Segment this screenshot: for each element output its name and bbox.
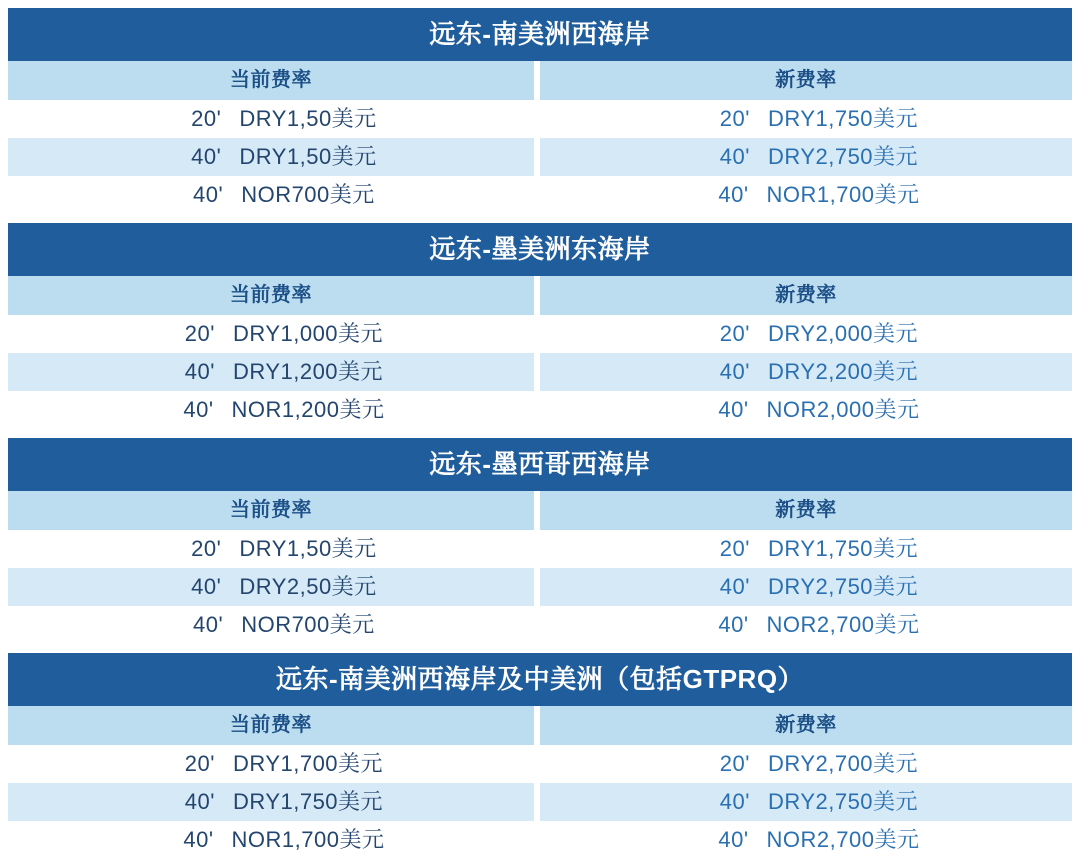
- container-size: 20': [719, 536, 750, 561]
- container-size: 40': [719, 144, 750, 169]
- rate-value: DRY2,000美元: [767, 321, 919, 346]
- rate-value: NOR2,700美元: [766, 612, 920, 637]
- section-title: 远东-南美洲西海岸: [8, 8, 1072, 61]
- current-rate-column: [8, 276, 540, 429]
- current-rate-column: [8, 706, 540, 859]
- new-rate-column: [540, 706, 1072, 859]
- rate-value: NOR1,700美元: [766, 182, 920, 207]
- table-row: [540, 353, 1072, 391]
- rate-value: DRY2,750美元: [767, 789, 919, 814]
- rate-value: NOR1,200美元: [231, 397, 385, 422]
- current-rate-column: [8, 491, 540, 644]
- rate-value: NOR2,700美元: [766, 827, 920, 852]
- container-size: 20': [184, 751, 215, 776]
- section-title: 远东-墨美洲东海岸: [8, 223, 1072, 276]
- section-title: 远东-墨西哥西海岸: [8, 438, 1072, 491]
- rate-value: DRY2,200美元: [767, 359, 919, 384]
- table-row: [8, 783, 534, 821]
- rate-value: NOR2,000美元: [766, 397, 920, 422]
- container-size: 40': [191, 574, 222, 599]
- container-size: 40': [191, 144, 222, 169]
- container-size: 40': [719, 574, 750, 599]
- container-size: 40': [719, 359, 750, 384]
- container-size: 20': [719, 751, 750, 776]
- new-rate-column: [540, 61, 1072, 214]
- table-row: [540, 530, 1072, 568]
- rate-value: DRY1,50美元: [239, 144, 377, 169]
- table-row: [8, 391, 534, 429]
- column-header: 当前费率: [8, 61, 534, 100]
- container-size: 20': [719, 321, 750, 346]
- table-row: [8, 606, 534, 644]
- table-row: [8, 821, 534, 859]
- table-row: [8, 138, 534, 176]
- rate-section: [8, 223, 1072, 429]
- rate-value: DRY1,50美元: [239, 106, 377, 131]
- table-row: [8, 568, 534, 606]
- column-header: 新费率: [540, 61, 1072, 100]
- table-row: [8, 176, 534, 214]
- table-row: [540, 100, 1072, 138]
- table-row: [540, 821, 1072, 859]
- rate-value: DRY2,700美元: [767, 751, 919, 776]
- column-header: 新费率: [540, 491, 1072, 530]
- column-header: 当前费率: [8, 491, 534, 530]
- container-size: 40': [183, 397, 214, 422]
- rate-section: [8, 653, 1072, 859]
- container-size: 40': [718, 612, 749, 637]
- rate-value: NOR1,700美元: [231, 827, 385, 852]
- container-size: 40': [718, 182, 749, 207]
- table-row: [540, 783, 1072, 821]
- rate-value: DRY2,50美元: [239, 574, 377, 599]
- column-header: 新费率: [540, 276, 1072, 315]
- rate-section: [8, 438, 1072, 644]
- section-columns: [8, 706, 1072, 859]
- rate-value: DRY1,750美元: [232, 789, 384, 814]
- section-columns: [8, 491, 1072, 644]
- table-row: [540, 606, 1072, 644]
- table-row: [540, 391, 1072, 429]
- table-row: [8, 530, 534, 568]
- container-size: 40': [718, 827, 749, 852]
- table-row: [540, 568, 1072, 606]
- table-row: [8, 100, 534, 138]
- container-size: 40': [718, 397, 749, 422]
- rate-value: DRY1,50美元: [239, 536, 377, 561]
- section-columns: [8, 61, 1072, 214]
- table-row: [540, 176, 1072, 214]
- container-size: 40': [193, 182, 224, 207]
- table-row: [8, 353, 534, 391]
- rate-value: DRY1,750美元: [767, 106, 919, 131]
- table-row: [8, 315, 534, 353]
- rate-value: DRY1,750美元: [767, 536, 919, 561]
- container-size: 40': [183, 827, 214, 852]
- container-size: 20': [184, 321, 215, 346]
- column-header: 当前费率: [8, 706, 534, 745]
- container-size: 40': [719, 789, 750, 814]
- container-size: 40': [193, 612, 224, 637]
- new-rate-column: [540, 276, 1072, 429]
- section-title: 远东-南美洲西海岸及中美洲（包括GTPRQ）: [8, 653, 1072, 706]
- container-size: 40': [184, 789, 215, 814]
- container-size: 20': [719, 106, 750, 131]
- section-columns: [8, 276, 1072, 429]
- table-row: [540, 745, 1072, 783]
- rate-value: DRY1,200美元: [232, 359, 384, 384]
- table-row: [8, 745, 534, 783]
- current-rate-column: [8, 61, 540, 214]
- rate-value: DRY1,000美元: [232, 321, 384, 346]
- container-size: 40': [184, 359, 215, 384]
- rate-section: [8, 8, 1072, 214]
- rate-value: DRY2,750美元: [767, 574, 919, 599]
- column-header: 当前费率: [8, 276, 534, 315]
- container-size: 20': [191, 536, 222, 561]
- new-rate-column: [540, 491, 1072, 644]
- rate-value: DRY1,700美元: [232, 751, 384, 776]
- table-row: [540, 138, 1072, 176]
- rate-value: DRY2,750美元: [767, 144, 919, 169]
- table-row: [540, 315, 1072, 353]
- container-size: 20': [191, 106, 222, 131]
- rate-value: NOR700美元: [241, 612, 375, 637]
- rate-value: NOR700美元: [241, 182, 375, 207]
- column-header: 新费率: [540, 706, 1072, 745]
